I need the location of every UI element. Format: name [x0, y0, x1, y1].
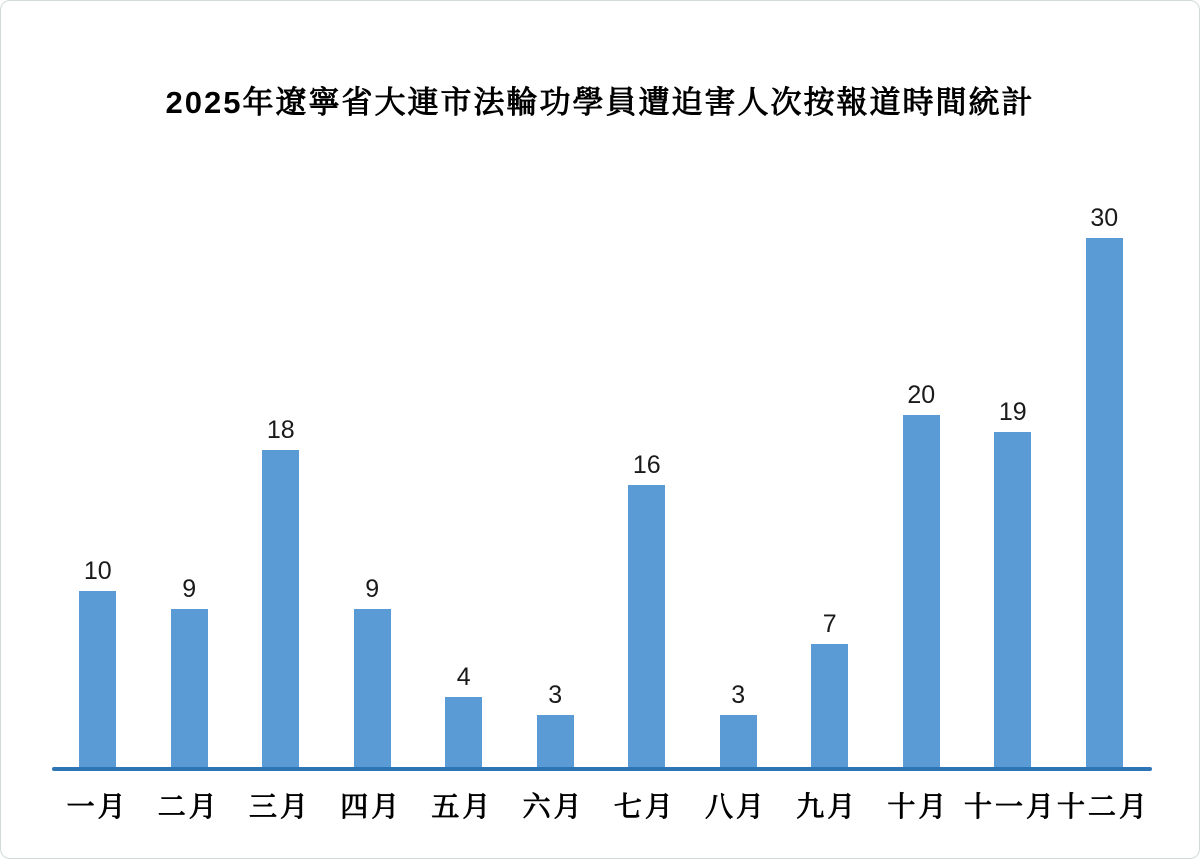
x-axis-label: 三月 [249, 791, 312, 822]
bar [79, 591, 116, 768]
chart-title: 2025年遼寧省大連市法輪功學員遭迫害人次按報道時間統計 [165, 85, 1035, 120]
plot-area [52, 151, 1150, 768]
bar [903, 415, 940, 768]
x-axis-label: 九月 [796, 791, 859, 822]
bar-column [235, 151, 327, 768]
bar-column [693, 151, 785, 768]
bar-value-label: 9 [365, 575, 380, 603]
bar [720, 715, 757, 768]
bar-value-label: 16 [632, 451, 661, 479]
bar [994, 432, 1031, 768]
bar-value-label: 20 [907, 381, 936, 409]
bar [262, 450, 299, 768]
x-axis-label: 二月 [157, 791, 220, 822]
bar-column [327, 151, 419, 768]
x-axis-labels [52, 785, 1150, 825]
bar-column [510, 151, 602, 768]
x-axis-line [52, 767, 1152, 771]
bar [171, 609, 208, 768]
x-axis-label: 十二月 [1057, 791, 1151, 822]
bar [445, 697, 482, 768]
bar-column [784, 151, 876, 768]
bar-column [144, 151, 236, 768]
x-axis-label: 十月 [887, 791, 950, 822]
x-axis-label: 五月 [431, 791, 494, 822]
bar-column [601, 151, 693, 768]
bar-value-label: 18 [266, 416, 295, 444]
x-axis-label: 七月 [613, 791, 676, 822]
x-axis-label: 六月 [522, 791, 585, 822]
bar-value-label: 7 [822, 610, 837, 638]
bar-value-label: 19 [998, 398, 1027, 426]
bar-value-label: 3 [731, 681, 746, 709]
x-axis-label: 一月 [66, 791, 129, 822]
bar [628, 485, 665, 768]
bar-column [418, 151, 510, 768]
bar-column [967, 151, 1059, 768]
bar-value-label: 4 [456, 663, 471, 691]
bar [1086, 238, 1123, 768]
x-axis-label: 四月 [340, 791, 403, 822]
bar-column [52, 151, 144, 768]
bar-column [1059, 151, 1151, 768]
bar-value-label: 10 [83, 557, 112, 585]
bar-value-label: 3 [548, 681, 563, 709]
bar-column [876, 151, 968, 768]
bar [354, 609, 391, 768]
bar-value-label: 9 [182, 575, 197, 603]
bar-value-label: 30 [1090, 204, 1119, 232]
x-axis-label: 八月 [705, 791, 768, 822]
x-axis-label: 十一月 [964, 791, 1058, 822]
bar [811, 644, 848, 768]
bar [537, 715, 574, 768]
